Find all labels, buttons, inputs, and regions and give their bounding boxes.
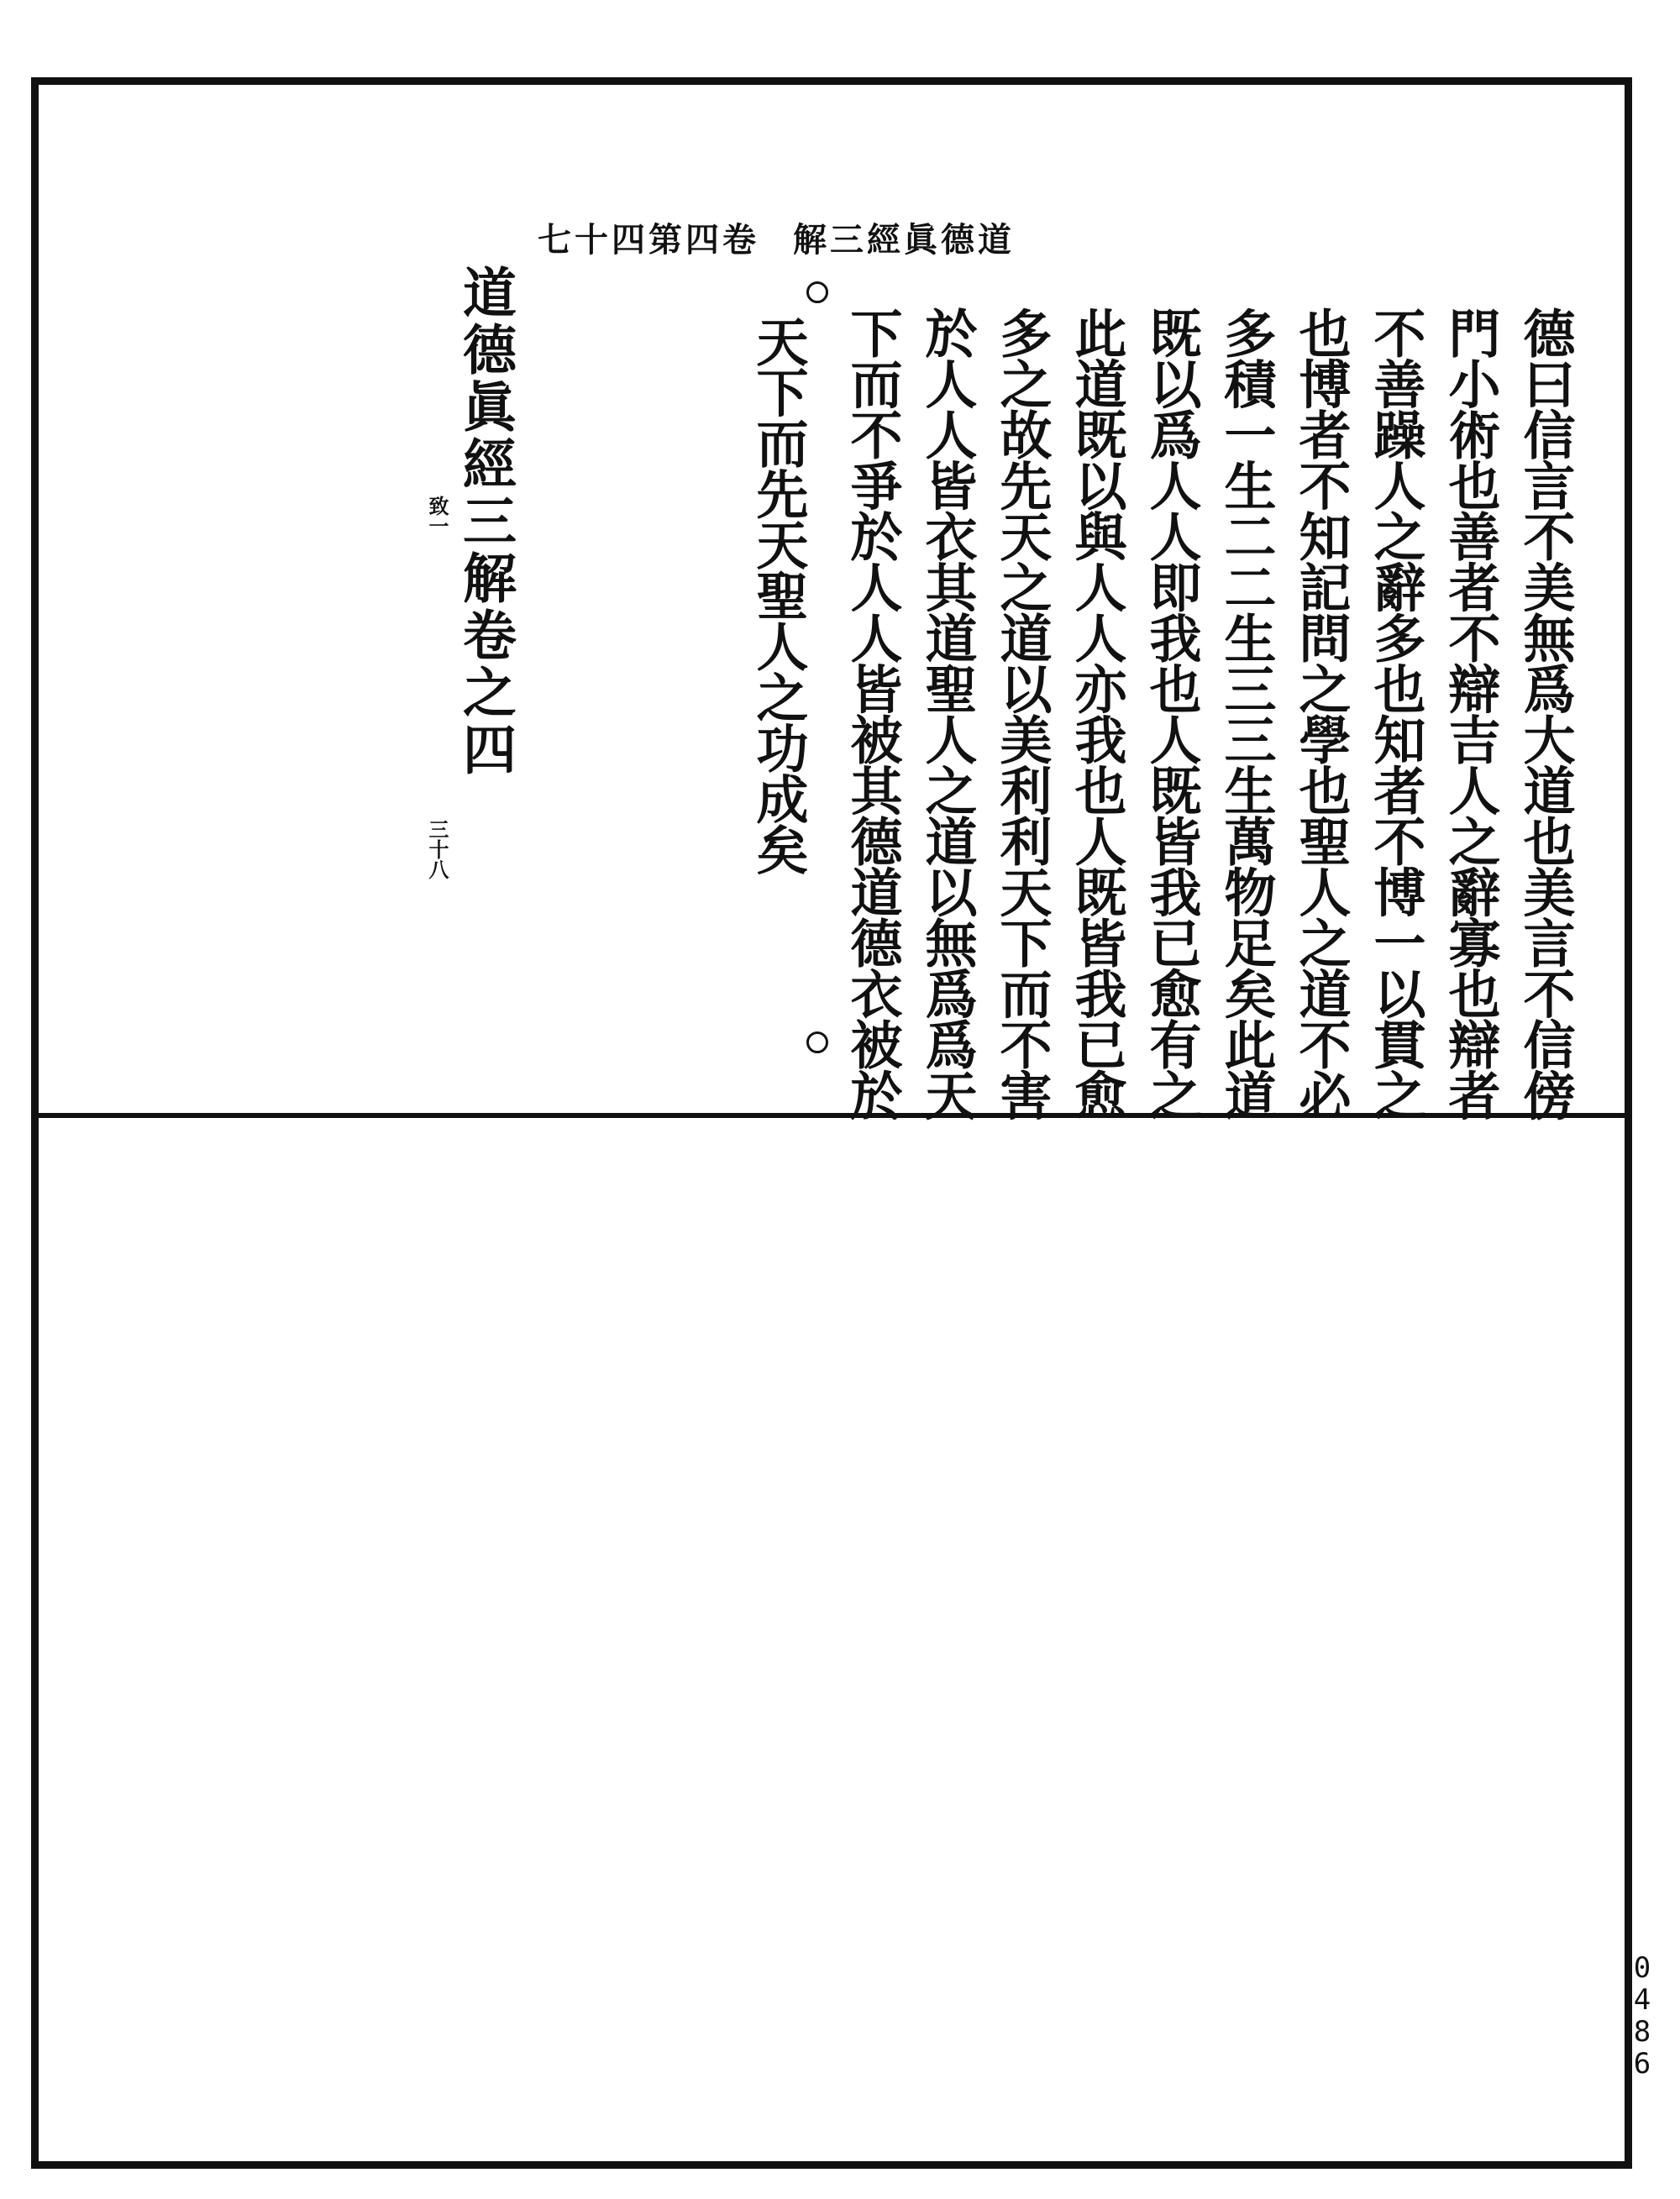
end-circle-mark [806,1031,828,1053]
start-circle-mark [806,281,828,303]
header-volume-text: 七十四第四卷 [538,219,759,260]
chapter-title: 道德眞經三解卷之四 [454,265,517,779]
text-column-3: 不善躁人之辭多也知者不博一以貫之 [1365,307,1426,1120]
text-column-9: 於人人皆衣其道聖人之道以無爲爲天 [916,307,978,1120]
text-column-5: 多積一生二二生三三生萬物足矣此道 [1215,307,1277,1120]
text-column-4: 也博者不知記問之學也聖人之道不必 [1290,307,1352,1120]
header-title-text: 解三經眞德道 [793,219,1015,260]
text-column-11: 天下而先天聖人之功成矣 [748,315,809,874]
leaf-number: 三十八 [425,819,449,879]
page-number: 0 4 8 6 [1633,1951,1651,2081]
text-column-2: 門小術也善者不辯吉人之辭寡也辯者 [1440,307,1501,1120]
text-column-1: 德曰信言不美無爲大道也美言不信傍 [1515,307,1576,1120]
text-column-10: 下而不爭於人人皆被其德道德衣被於 [842,307,903,1120]
running-header [538,212,1015,262]
text-column-8: 多之故先天之道以美利利天下而不害 [991,307,1053,1120]
text-column-6: 既以爲人人即我也人既皆我已愈有之 [1141,307,1202,1120]
proofreader-mark: 致一 [425,496,449,536]
text-column-7: 此道既以與人人亦我也人既皆我已愈 [1066,307,1127,1120]
